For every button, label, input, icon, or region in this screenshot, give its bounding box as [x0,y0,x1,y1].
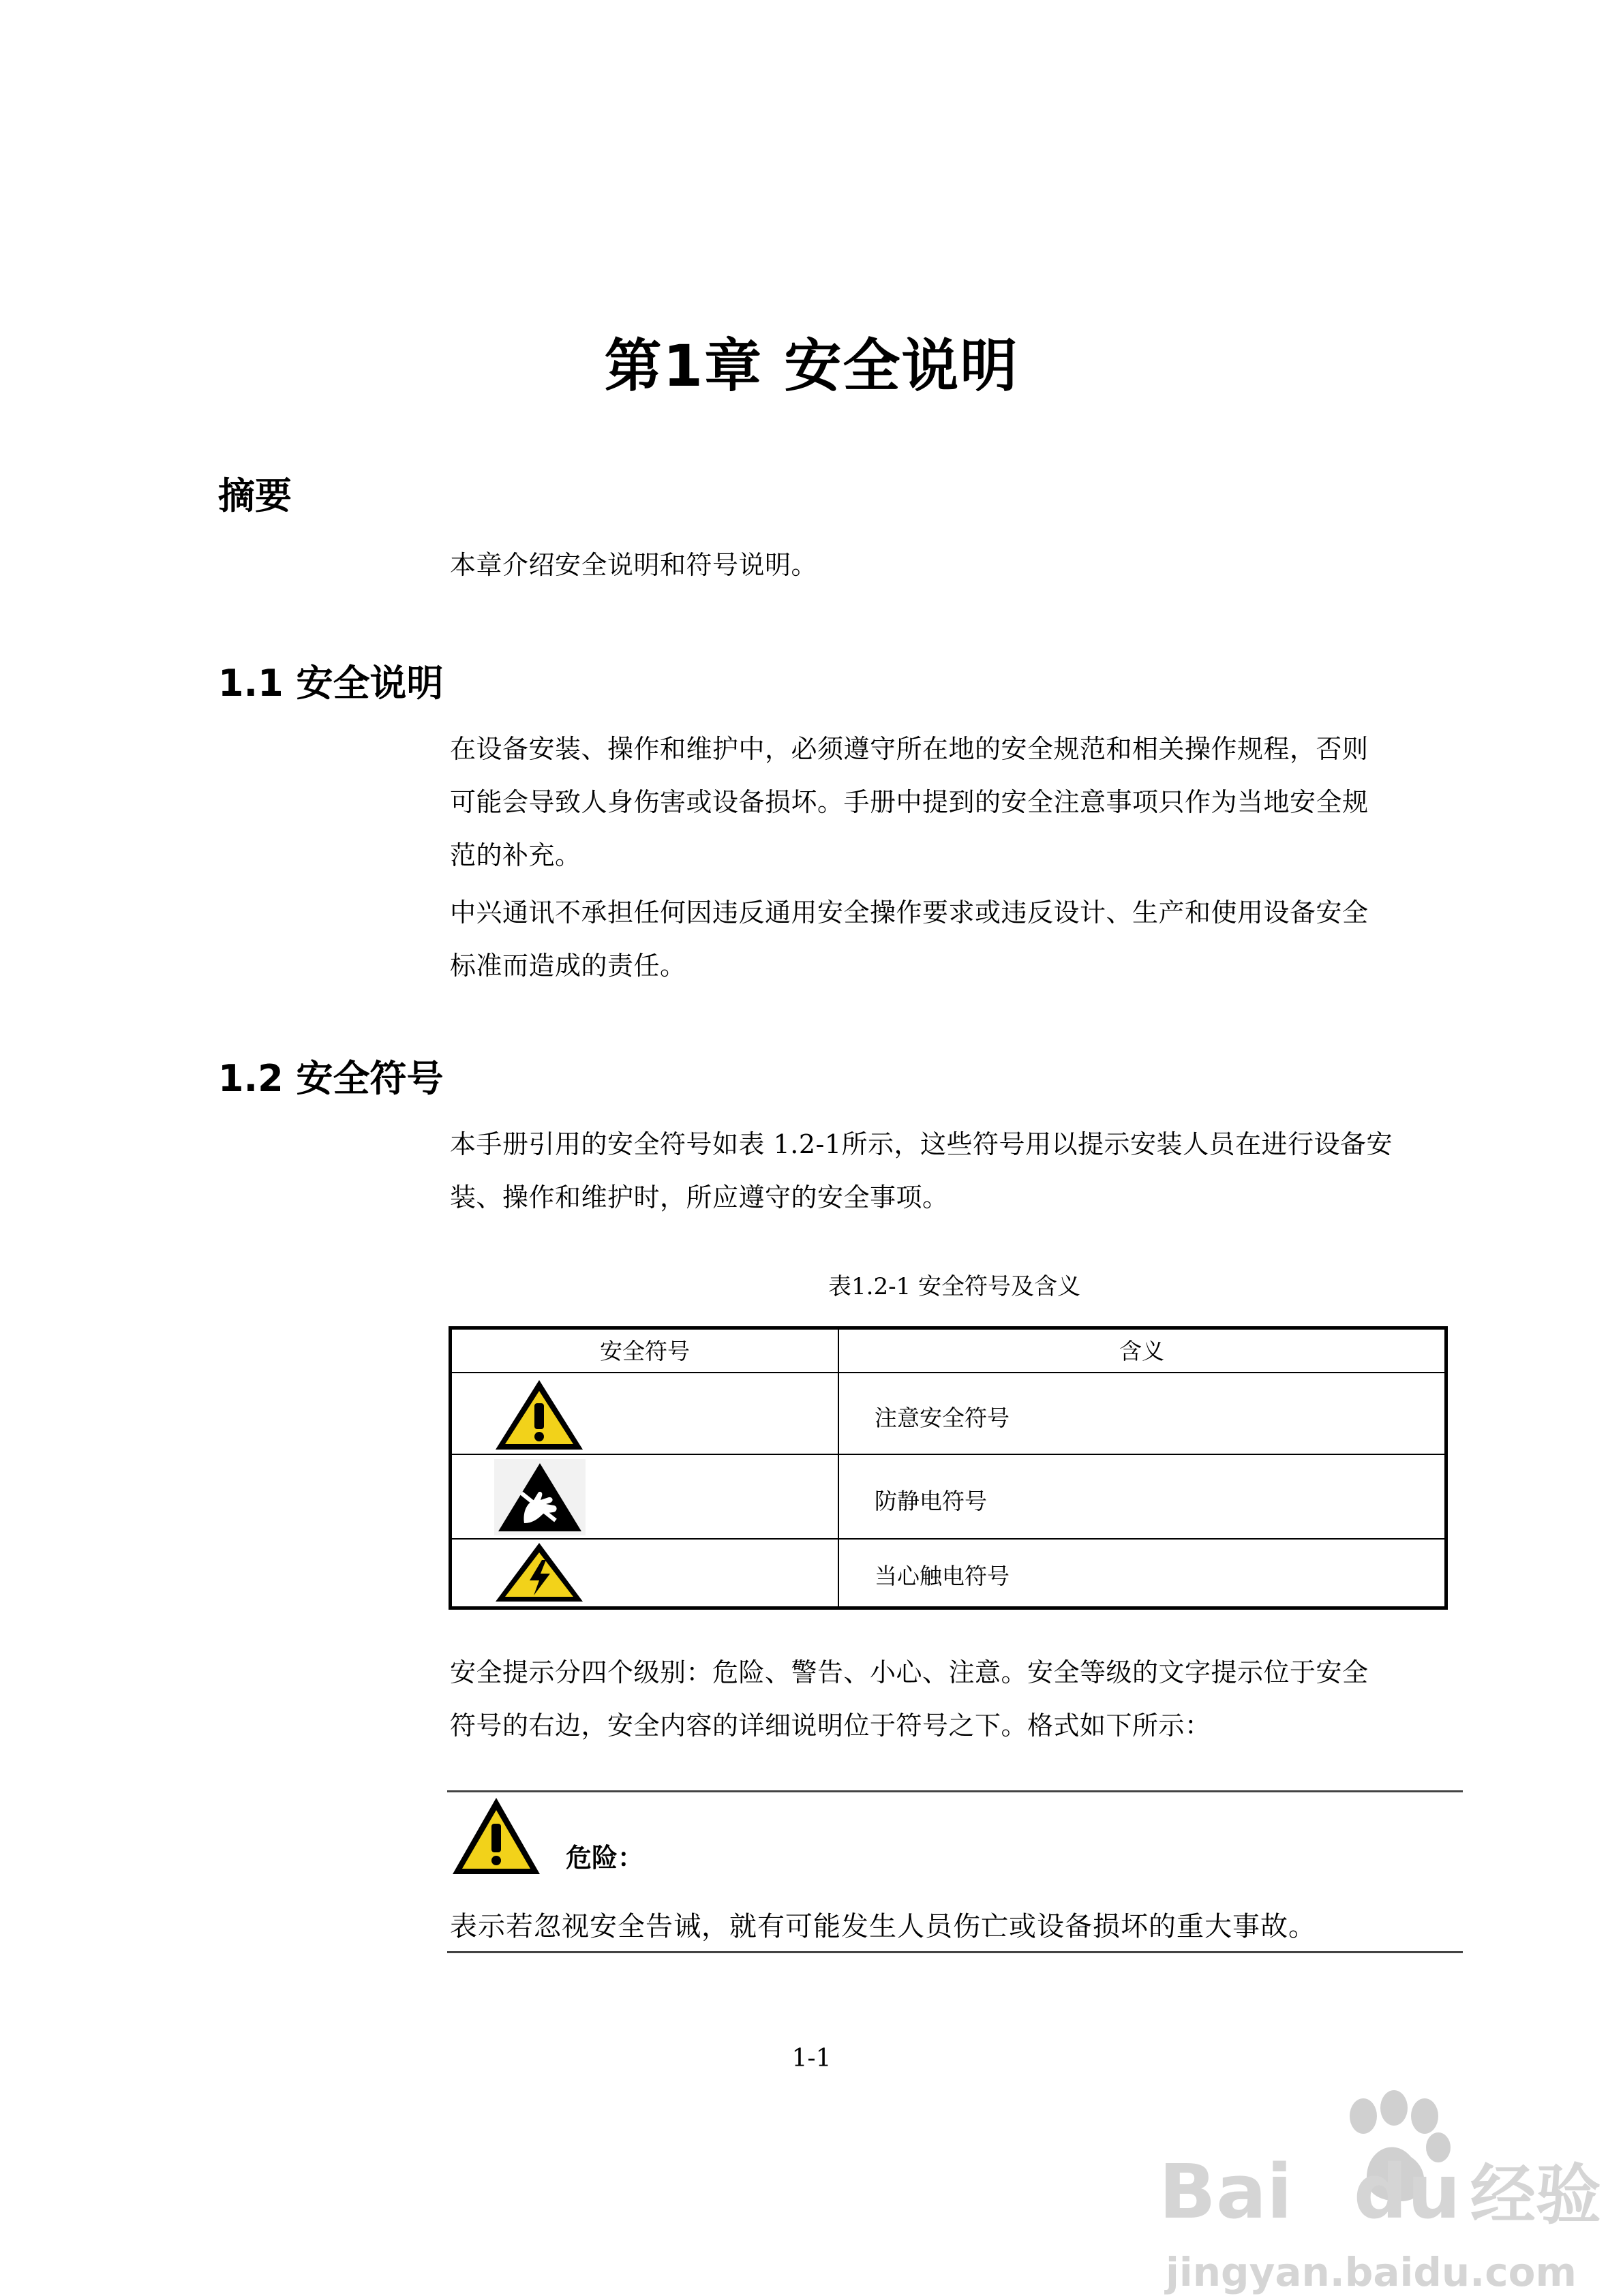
watermark-brand-du: du [1353,2148,1461,2235]
esd-hand-icon [494,1459,586,1538]
baidu-watermark [1159,2089,1601,2295]
text-line: 可能会导致人身伤害或设备损坏。手册中提到的安全注意事项只作为当地安全规 [450,787,1369,817]
text-line: 在设备安装、操作和维护中，必须遵守所在地的安全规范和相关操作规程，否则 [450,734,1369,764]
section-1-1-paragraph-1 [450,722,1459,882]
header-symbol: 安全符号 [600,1338,690,1364]
text-line: 本手册引用的安全符号如表 1.2-1所示，这些符号用以提示安装人员在进行设备安 [450,1129,1393,1159]
section-1-2-heading: 1.2 安全符号 [218,1057,444,1100]
watermark-brand-cn: 经验 [1470,2157,1601,2233]
text-line: 中兴通讯不承担任何因违反通用安全操作要求或违反设计、生产和使用设备安全 [450,898,1369,928]
section-1-2-paragraph-1 [450,1118,1459,1224]
electric-shock-icon [493,1541,586,1606]
watermark-url: jingyan.baidu.com [1166,2249,1577,2295]
warning-triangle-icon [493,1377,586,1455]
danger-description: 表示若忽视安全告诫，就有可能发生人员伤亡或设备损坏的重大事故。 [450,1911,1316,1942]
danger-box-top-rule [447,1790,1463,1792]
row-meaning: 防静电符号 [875,1488,987,1514]
text-line: 标准而造成的责任。 [450,951,686,981]
chapter-title: 第1章 安全说明 [604,333,1019,399]
table-row [452,1455,1444,1540]
danger-label: 危险： [566,1843,644,1873]
warning-triangle-icon [450,1795,543,1880]
section-1-1-paragraph-2 [450,886,1459,992]
text-line: 符号的右边，安全内容的详细说明位于符号之下。格式如下所示： [450,1711,1211,1741]
row-meaning: 当心触电符号 [875,1563,1010,1589]
header-meaning: 含义 [1119,1338,1164,1364]
table-row [452,1373,1444,1455]
summary-heading: 摘要 [218,474,292,517]
row-meaning: 注意安全符号 [875,1405,1010,1431]
watermark-brand [1159,2143,1601,2237]
section-1-2-paragraph-2 [450,1646,1459,1752]
page-number: 1-1 [791,2045,832,2072]
danger-box-bottom-rule [447,1951,1463,1953]
section-1-1-heading: 1.1 安全说明 [218,662,444,705]
safety-symbol-table [449,1326,1448,1610]
table-caption: 表1.2-1 安全符号及含义 [828,1273,1080,1300]
table-header-row [452,1330,1444,1373]
text-line: 装、操作和维护时，所应遵守的安全事项。 [450,1182,949,1212]
table-row [452,1540,1444,1606]
text-line: 安全提示分四个级别：危险、警告、小心、注意。安全等级的文字提示位于安全 [450,1657,1369,1687]
watermark-brand-bai: Bai [1159,2148,1292,2235]
summary-text: 本章介绍安全说明和符号说明。 [450,550,818,580]
text-line: 范的补充。 [450,840,581,870]
